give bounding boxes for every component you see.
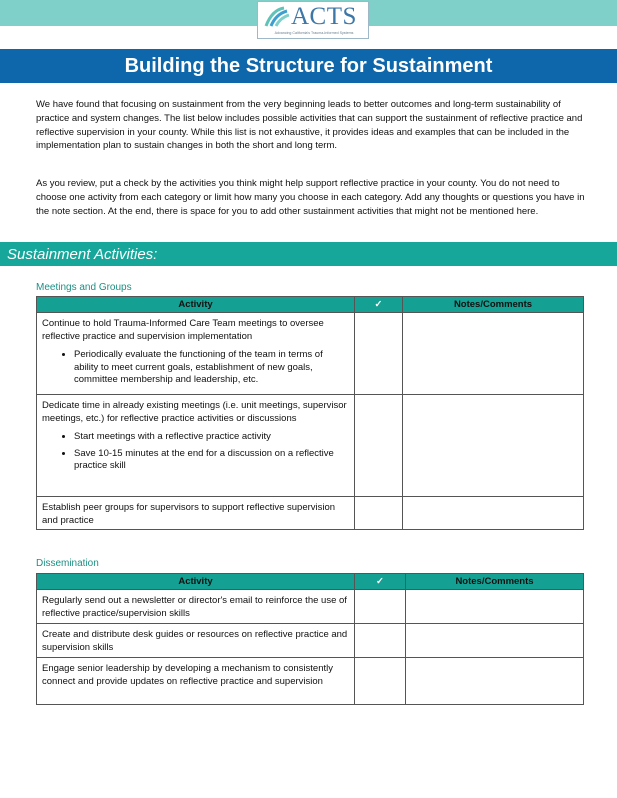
table-row — [37, 590, 584, 624]
activity-text: Establish peer groups for supervisors to support reflective supervision and practice — [42, 502, 336, 526]
check-cell[interactable] — [355, 590, 406, 624]
logo-mark-icon — [264, 6, 290, 28]
check-cell[interactable] — [355, 624, 406, 658]
activity-cell — [37, 395, 355, 497]
check-cell[interactable] — [355, 313, 403, 395]
check-cell[interactable] — [355, 658, 406, 705]
activities-table — [36, 573, 584, 705]
column-header-activity: Activity — [37, 297, 355, 313]
bullet-item: • Start meetings with a reflective practice activity — [74, 431, 349, 444]
intro-paragraph-2: As you review, put a check by the activities you think might help support reflective practice in your county. You do not need to choose one activity from each category or limit how many you choose in each category. Add any thoughts or questions you have in the note section. At the end, there is space for you to add other sustainment activities that might not be mentioned here. — [36, 178, 585, 217]
activity-text: Continue to hold Trauma-Informed Care Team meetings to oversee reflective practice and supervision implementation — [42, 318, 324, 342]
bullet-item: • Periodically evaluate the functioning of the team in terms of ability to meet current goals, establishment of new goals, committee membership and leadership, etc. — [74, 349, 349, 387]
page-title: Building the Structure for Sustainment — [0, 49, 617, 83]
bullet-item: • Save 10-15 minutes at the end for a discussion on a reflective practice skill — [74, 448, 349, 473]
table-row — [37, 395, 584, 497]
activity-text: Create and distribute desk guides or resources on reflective practice and supervision skills — [42, 629, 348, 653]
table-row — [37, 313, 584, 395]
activities-table — [36, 296, 584, 530]
notes-cell[interactable] — [403, 497, 584, 530]
column-header-activity: Activity — [37, 574, 355, 590]
intro-paragraph-1: We have found that focusing on sustainment from the very beginning leads to better outcomes and long-term sustainability of practice and system changes. The list below includes possible activities that can support the sustainment of reflective practice and reflective supervision in your county. While this list is not exhaustive, it provides ideas and examples that can be included in the implementation plan to sustain changes in both the short and long term. — [36, 99, 583, 152]
logo-name: ACTS — [291, 3, 357, 30]
check-cell[interactable] — [355, 395, 403, 497]
column-header-check: ✓ — [355, 297, 403, 313]
section-title: Sustainment Activities: — [0, 242, 617, 266]
bullet-list — [42, 431, 349, 473]
column-header-notes: Notes/Comments — [406, 574, 584, 590]
table-row — [37, 497, 584, 530]
table-header-row — [37, 574, 584, 590]
table-row — [37, 624, 584, 658]
acts-logo — [257, 1, 369, 39]
notes-cell[interactable] — [406, 658, 584, 705]
category-heading: Dissemination — [36, 558, 99, 569]
column-header-check: ✓ — [355, 574, 406, 590]
category-heading: Meetings and Groups — [36, 282, 132, 293]
activity-cell — [37, 497, 355, 530]
activity-cell — [37, 313, 355, 395]
activity-cell — [37, 590, 355, 624]
activity-text: Engage senior leadership by developing a mechanism to consistently connect and provide updates on reflective practice and supervision — [42, 663, 333, 687]
notes-cell[interactable] — [406, 590, 584, 624]
notes-cell[interactable] — [403, 313, 584, 395]
bullet-list — [42, 349, 349, 387]
notes-cell[interactable] — [403, 395, 584, 497]
table-row — [37, 658, 584, 705]
activity-cell — [37, 658, 355, 705]
logo-tagline: Advancing California's Trauma-Informed Systems — [274, 31, 354, 35]
activity-cell — [37, 624, 355, 658]
activity-text: Dedicate time in already existing meetings (i.e. unit meetings, supervisor meetings, etc.) for reflective practice activities or discussions — [42, 400, 347, 424]
check-cell[interactable] — [355, 497, 403, 530]
notes-cell[interactable] — [406, 624, 584, 658]
column-header-notes: Notes/Comments — [403, 297, 584, 313]
table-header-row — [37, 297, 584, 313]
activity-text: Regularly send out a newsletter or director's email to reinforce the use of reflective practice/supervision skills — [42, 595, 347, 619]
